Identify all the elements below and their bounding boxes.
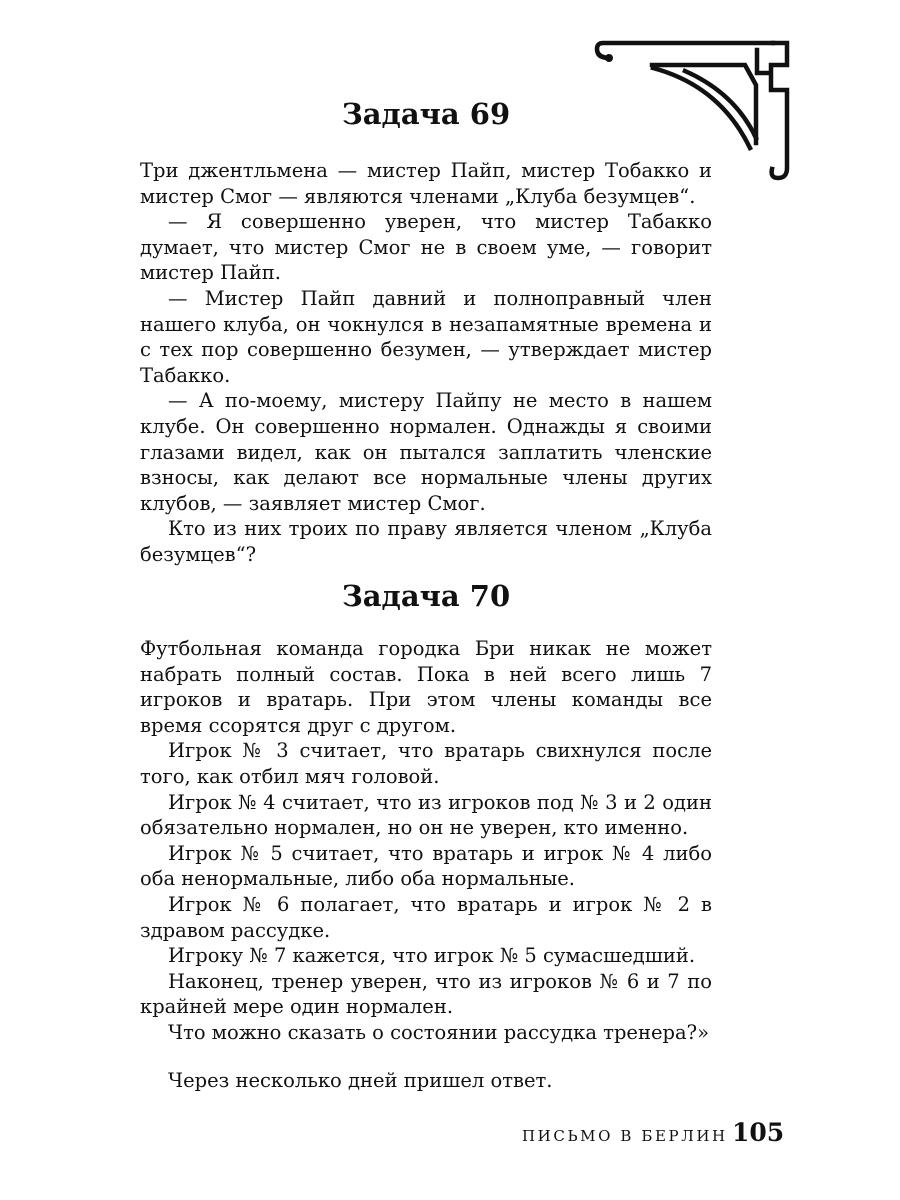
problem-70-text (140, 636, 712, 1046)
problem-69-paragraph: Три джентльмена — мистер Пайп, мистер Тобакко и мистер Смог — являются членами „Клуба безумцев“. (140, 159, 712, 208)
problem-70-paragraph: Игрок № 5 считает, что вратарь и игрок № 4 либо оба ненормальные, либо оба нормальные. (140, 841, 712, 891)
problem-70-paragraph: Игрок № 3 считает, что вратарь свихнулся после того, как отбил мяч головой. (140, 739, 712, 788)
problem-69-paragraph: — А по-моему, мистеру Пайпу не место в нашем клубе. Он совершенно нормален. Однажды я своими глазами видел, как он пытался заплатить членские взносы, как делают все нормальные члены других клубов, — заявляет мистер Смог. (140, 389, 712, 515)
running-footer-title: ПИСЬМО В БЕРЛИН (522, 1127, 728, 1145)
problem-70-paragraph: Игрок № 6 полагает, что вратарь и игрок № 2 в здравом рассудке. (140, 892, 712, 942)
problem-69-title: Задача 69 (341, 97, 511, 131)
problem-69-text (140, 158, 712, 568)
closing-text (140, 1068, 712, 1094)
problem-69-paragraph: — Я совершенно уверен, что мистер Табакко думает, что мистер Смог не в своем уме, — говорит мистер Пайп. (140, 210, 712, 285)
problem-70-paragraph: Футбольная команда городка Бри никак не может набрать полный состав. Пока в ней всего лишь 7 игроков и вратарь. При этом члены команды все время ссорятся друг с другом. (140, 637, 712, 737)
problem-69-paragraph: Кто из них троих по праву является членом „Клуба безумцев“? (140, 517, 712, 566)
problem-70-paragraph: Игрок № 4 считает, что из игроков под № 3 и 2 один обязательно нормален, но он не уверен, кто именно. (140, 790, 712, 840)
problem-70-paragraph: Что можно сказать о состоянии рассудка тренера?» (168, 1020, 710, 1044)
problem-70-paragraph: Игроку № 7 кажется, что игрок № 5 сумасшедший. (168, 944, 696, 968)
problem-69-paragraph: — Мистер Пайп давний и полноправный член нашего клуба, он чокнулся в незапамятные времена и с тех пор совершенно безумен, — утверждает мистер Табакко. (140, 286, 712, 387)
page-number: 105 (732, 1118, 785, 1147)
problem-70-paragraph: Наконец, тренер уверен, что из игроков № 6 и 7 по крайней мере один нормален. (140, 969, 712, 1019)
closing-line: Через несколько дней пришел ответ. (168, 1069, 553, 1092)
problem-70-title: Задача 70 (341, 579, 511, 613)
